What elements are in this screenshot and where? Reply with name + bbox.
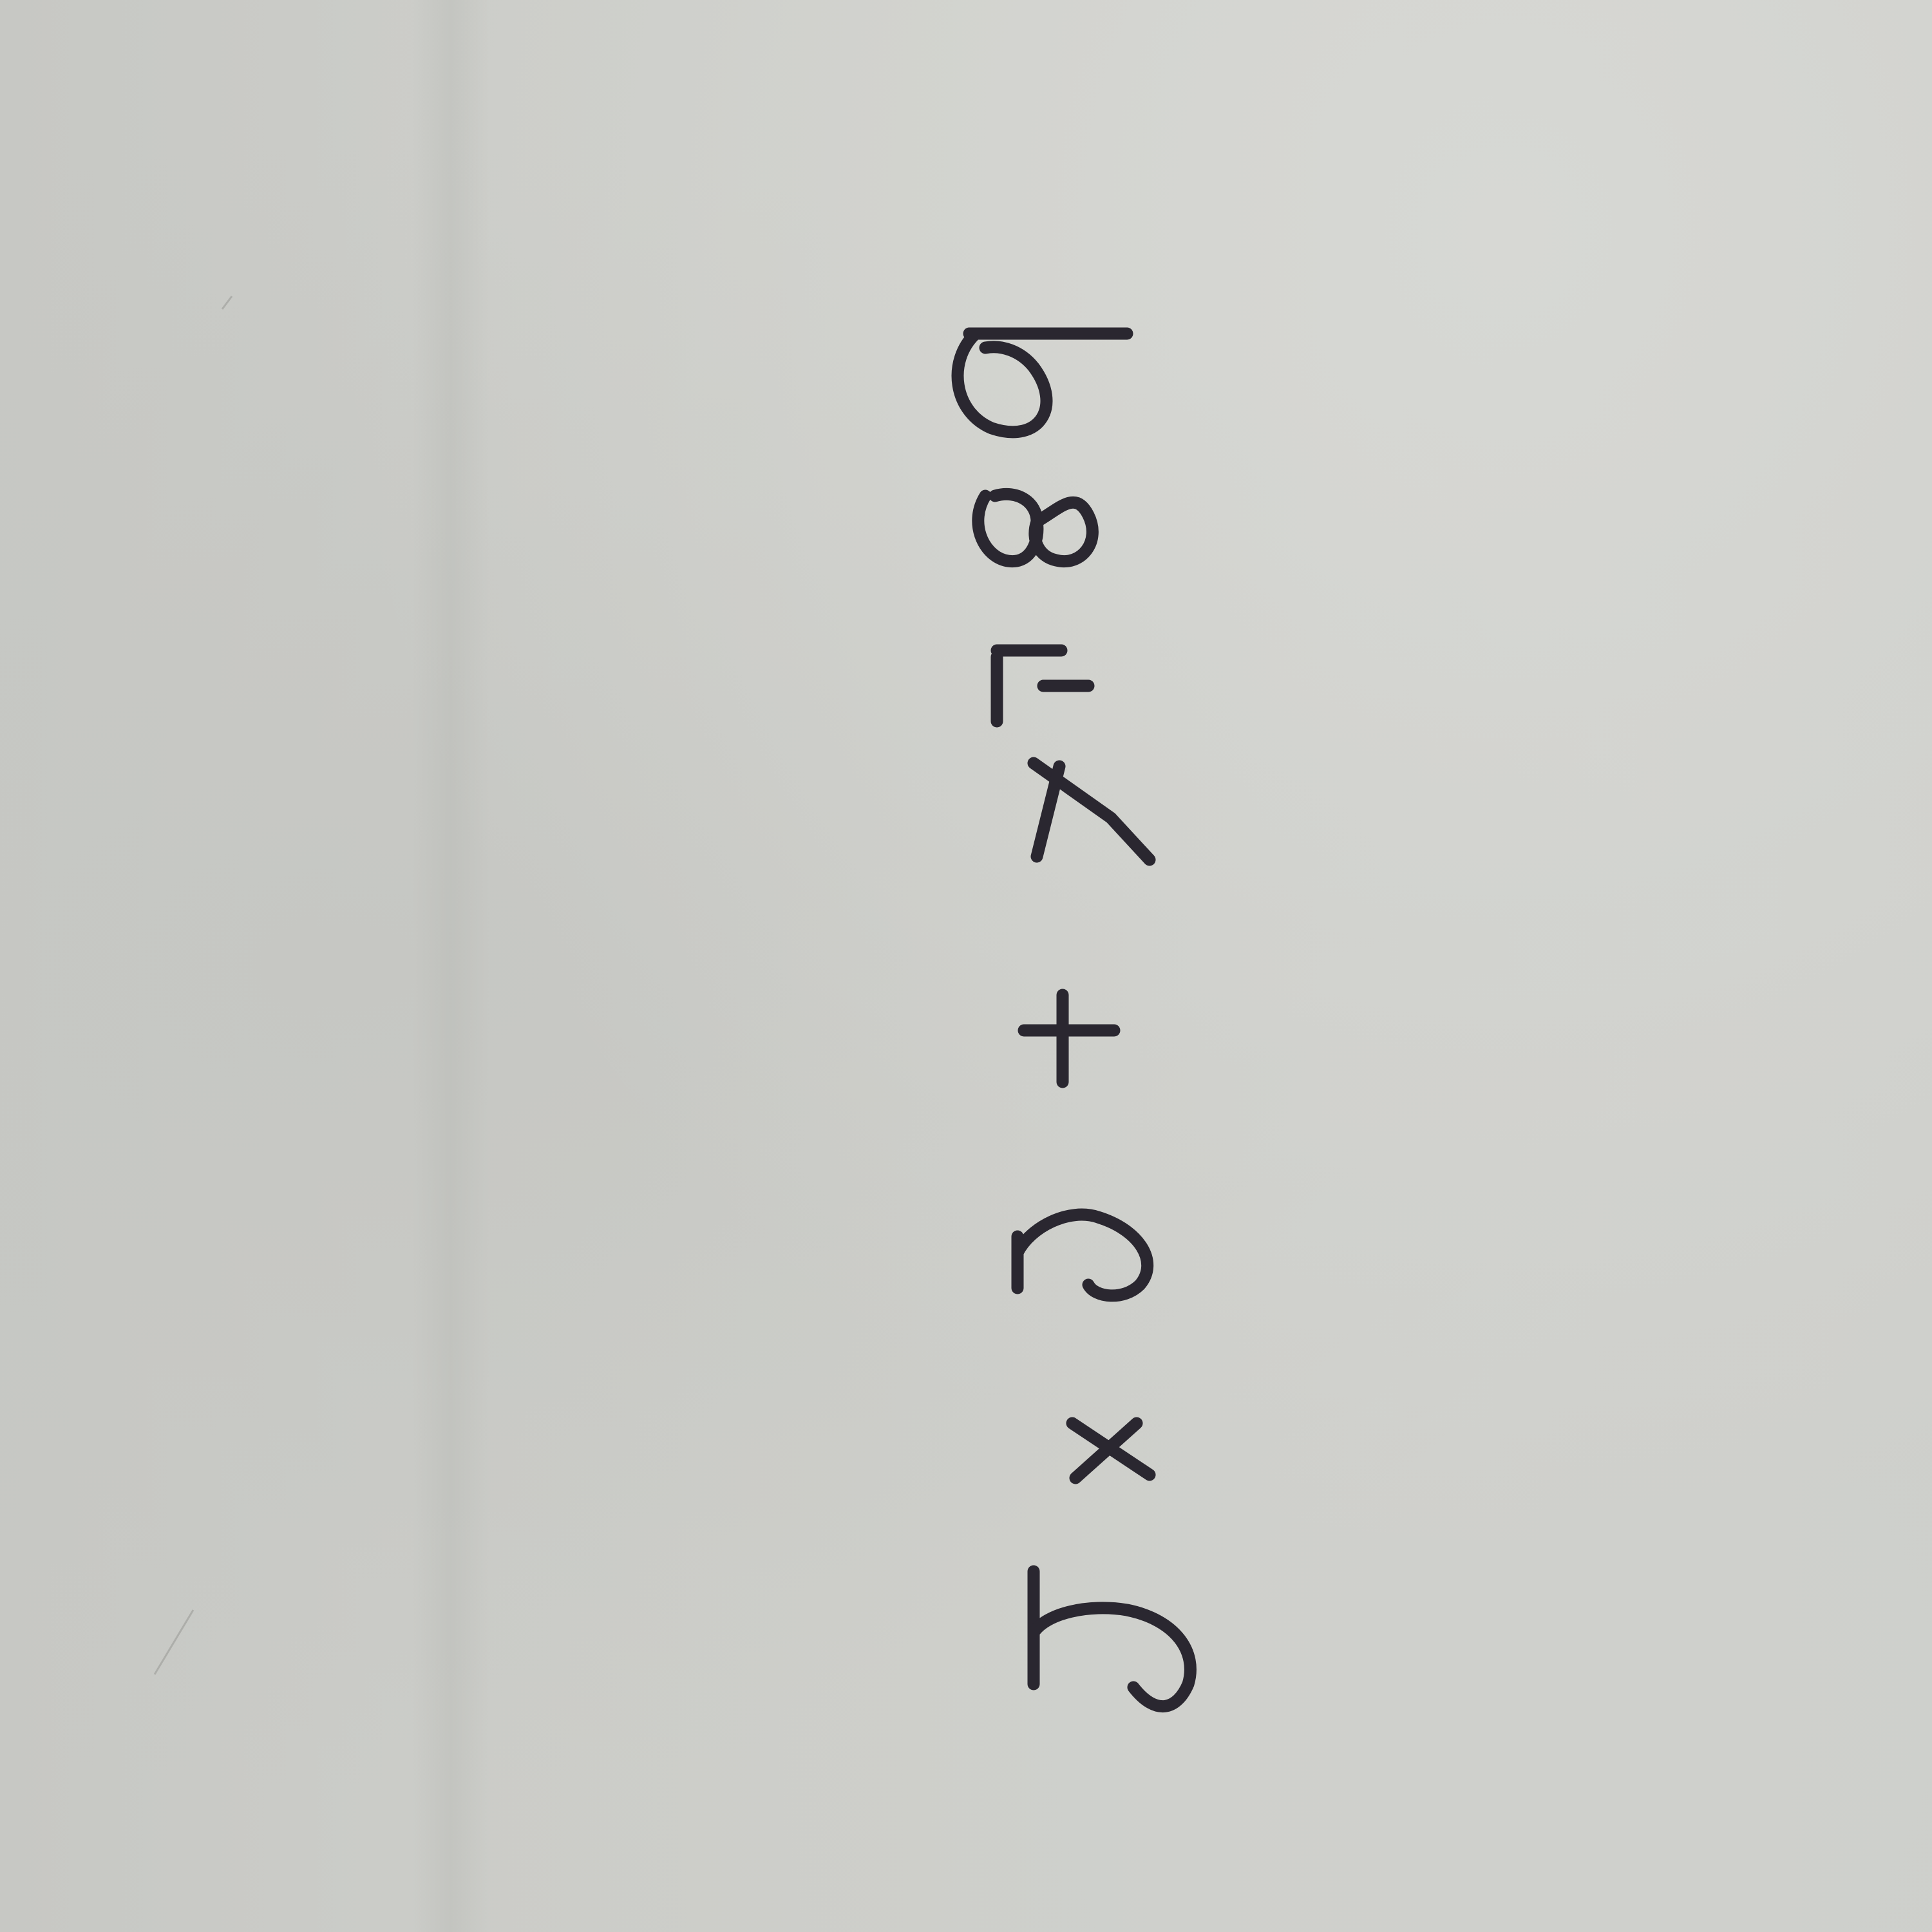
equation-token-7 bbox=[1034, 763, 1150, 860]
equation-token-b bbox=[958, 334, 1127, 432]
equation-token-times bbox=[1072, 1423, 1150, 1478]
equation-token-8 bbox=[978, 494, 1093, 561]
equation-token-5-second bbox=[1018, 1215, 1148, 1296]
equation-token-plus-minus bbox=[997, 650, 1088, 721]
equation-token-plus bbox=[1024, 995, 1114, 1082]
equation-token-5-first bbox=[1034, 1571, 1190, 1707]
